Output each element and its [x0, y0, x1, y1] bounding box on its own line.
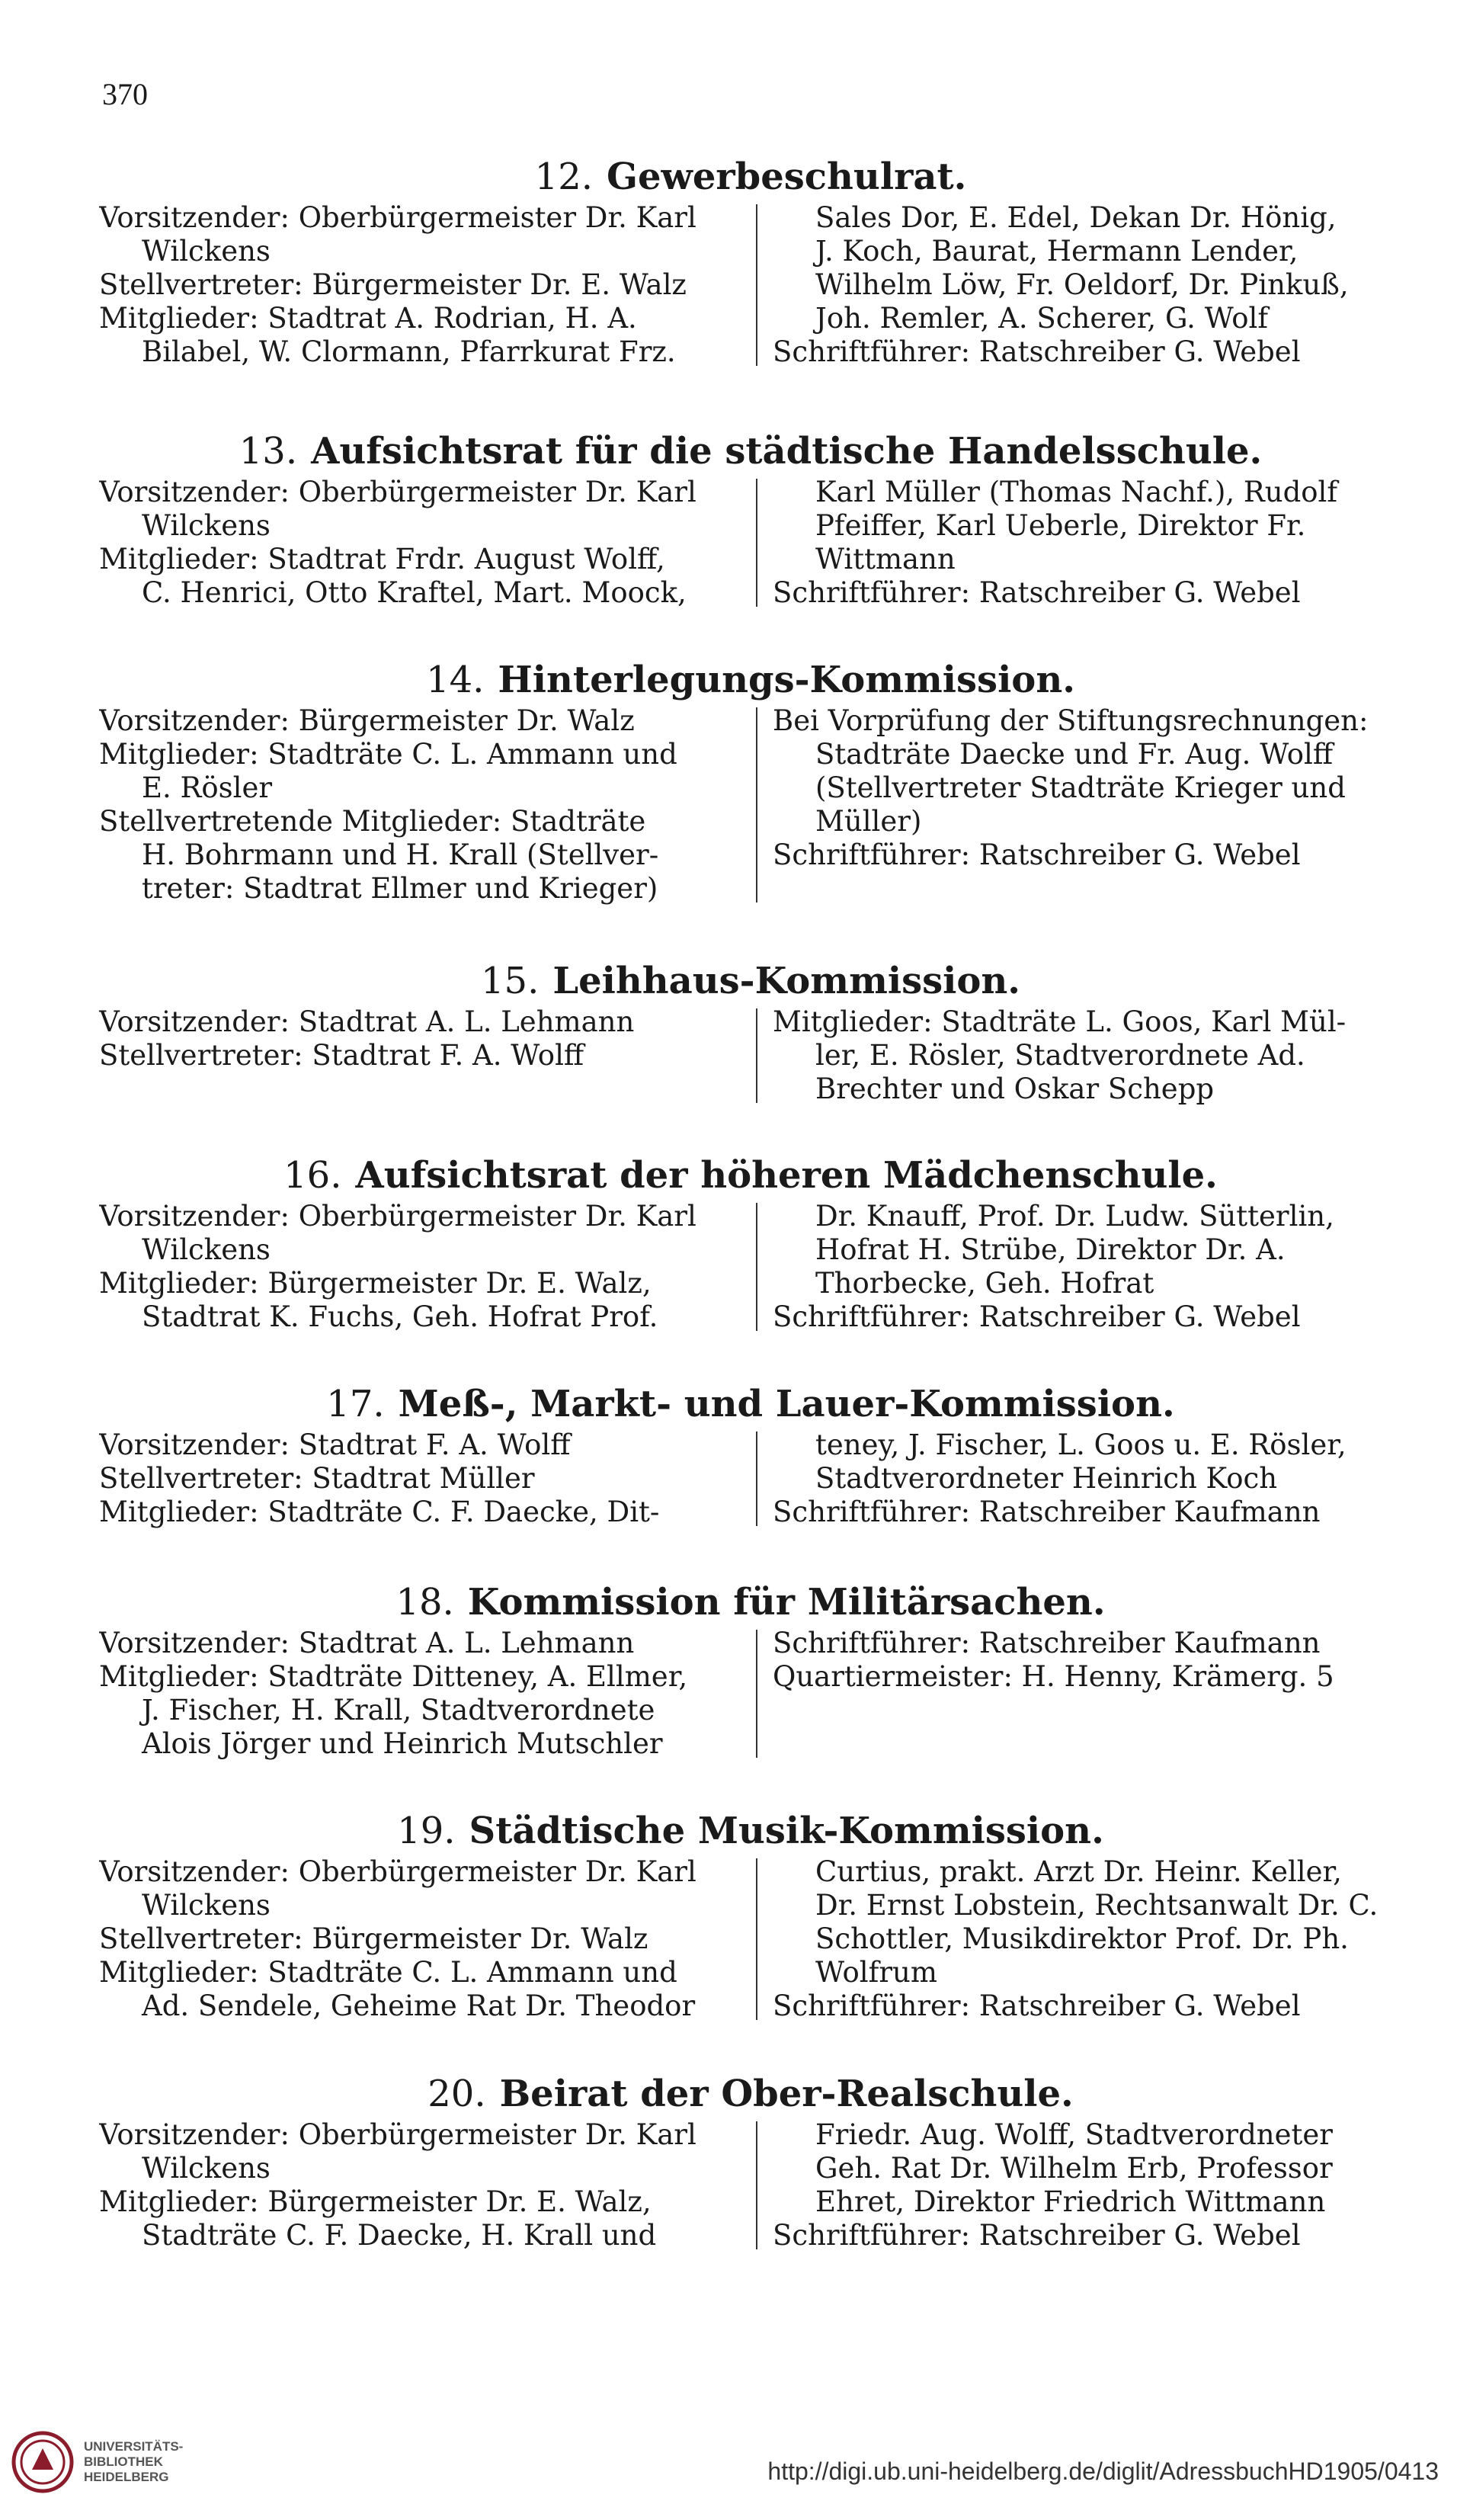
entry-line: H. Bohrmann und H. Krall (Stellver-: [142, 838, 659, 871]
section-columns: [99, 1200, 1402, 1334]
section-heading: [99, 656, 1402, 704]
entry-line: Schriftführer: Ratschreiber G. Webel: [773, 335, 1301, 368]
right-column: [756, 476, 1402, 610]
section-title: Aufsichtsrat für die städtische Handelsschule.: [311, 430, 1263, 473]
entry-line: Vorsitzender: Oberbürgermeister Dr. Karl: [99, 201, 696, 234]
section-heading: [99, 427, 1402, 476]
entry-line: Mitglieder: Bürgermeister Dr. E. Walz,: [99, 2185, 652, 2218]
left-column: [99, 1005, 756, 1106]
entry-line: Quartiermeister: H. Henny, Krämerg. 5: [773, 1660, 1334, 1693]
right-column: [756, 1627, 1402, 1761]
section-title: Kommission für Militärsachen.: [467, 1581, 1106, 1624]
left-column: [99, 704, 756, 906]
section-number: 19.: [397, 1810, 456, 1852]
entry-line: Dr. Ernst Lobstein, Rechtsanwalt Dr. C.: [815, 1889, 1379, 1922]
left-column: [99, 1428, 756, 1529]
entry-line: Vorsitzender: Stadtrat A. L. Lehmann: [99, 1627, 635, 1659]
entry-line: Vorsitzender: Stadtrat F. A. Wolff: [99, 1428, 571, 1461]
section-number: 13.: [239, 430, 298, 473]
section-title: Leihhaus-Kommission.: [552, 960, 1020, 1002]
entry-line: Vorsitzender: Stadtrat A. L. Lehmann: [99, 1005, 635, 1038]
right-column: [756, 1200, 1402, 1334]
page-number: 370: [102, 77, 148, 111]
entry-line: Mitglieder: Stadtrat A. Rodrian, H. A.: [99, 302, 637, 335]
section: [99, 152, 1402, 369]
section-heading: [99, 1151, 1402, 1200]
entry-line: J. Koch, Baurat, Hermann Lender,: [815, 235, 1298, 268]
section-number: 16.: [283, 1154, 342, 1197]
entry-line: Joh. Remler, A. Scherer, G. Wolf: [815, 302, 1269, 335]
entry-line: Mitglieder: Stadträte C. L. Ammann und: [99, 738, 677, 771]
entry-line: Stadtrat K. Fuchs, Geh. Hofrat Prof.: [142, 1300, 658, 1333]
section-number: 15.: [480, 960, 540, 1002]
entry-line: Stellvertreter: Bürgermeister Dr. E. Walz: [99, 268, 687, 301]
section-columns: [99, 201, 1402, 369]
section-title: Beirat der Ober-Realschule.: [499, 2073, 1074, 2115]
entry-line: Brechter und Oskar Schepp: [815, 1072, 1215, 1105]
entry-line: Mitglieder: Stadträte L. Goos, Karl Mül-: [773, 1005, 1347, 1038]
entry-line: Mitglieder: Stadtrat Frdr. August Wolff,: [99, 543, 665, 575]
left-column: [99, 1200, 756, 1334]
entry-line: Vorsitzender: Oberbürgermeister Dr. Karl: [99, 1855, 696, 1888]
section-columns: [99, 1428, 1402, 1529]
entry-line: Schriftführer: Ratschreiber Kaufmann: [773, 1496, 1321, 1528]
entry-line: Stellvertretende Mitglieder: Stadträte: [99, 805, 646, 838]
section-heading: [99, 1807, 1402, 1855]
right-column: [756, 704, 1402, 906]
entry-line: Sales Dor, E. Edel, Dekan Dr. Hönig,: [815, 201, 1337, 234]
entry-line: Vorsitzender: Oberbürgermeister Dr. Karl: [99, 476, 696, 508]
source-url[interactable]: http://digi.ub.uni-heidelberg.de/diglit/AdressbuchHD1905/0413: [767, 2457, 1439, 2485]
entry-line: Stellvertreter: Bürgermeister Dr. Walz: [99, 1922, 648, 1955]
section-columns: [99, 704, 1402, 906]
entry-line: Wilckens: [142, 235, 271, 268]
section-heading: [99, 2070, 1402, 2118]
logo-text-line1: UNIVERSITÄTS-: [84, 2439, 184, 2454]
left-column: [99, 1627, 756, 1761]
entry-line: Vorsitzender: Bürgermeister Dr. Walz: [99, 704, 635, 737]
section-heading: [99, 152, 1402, 201]
section-columns: [99, 1855, 1402, 2023]
left-column: [99, 476, 756, 610]
entry-line: Mitglieder: Stadträte C. F. Daecke, Dit-: [99, 1496, 660, 1528]
right-column: [756, 1428, 1402, 1529]
right-column: [756, 2118, 1402, 2252]
logo-text-line3: HEIDELBERG: [84, 2470, 169, 2484]
entry-line: Schriftführer: Ratschreiber G. Webel: [773, 2219, 1301, 2252]
entry-line: Bei Vorprüfung der Stiftungsrechnungen:: [773, 704, 1369, 737]
entry-line: Friedr. Aug. Wolff, Stadtverordneter: [815, 2118, 1333, 2151]
section-columns: [99, 476, 1402, 610]
logo-text-line2: BIBLIOTHEK: [84, 2454, 163, 2469]
entry-line: Bilabel, W. Clormann, Pfarrkurat Frz.: [142, 335, 676, 368]
entry-line: Schriftführer: Ratschreiber G. Webel: [773, 1989, 1301, 2022]
section: [99, 1151, 1402, 1334]
right-column: [756, 1855, 1402, 2023]
entry-line: Vorsitzender: Oberbürgermeister Dr. Karl: [99, 1200, 696, 1233]
section-number: 12.: [534, 155, 593, 198]
section-columns: [99, 1627, 1402, 1761]
right-column: [756, 1005, 1402, 1106]
section: [99, 1380, 1402, 1529]
entry-line: Wilckens: [142, 1889, 271, 1922]
entry-line: Wilckens: [142, 509, 271, 542]
entry-line: Ehret, Direktor Friedrich Wittmann: [815, 2185, 1326, 2218]
entry-line: Müller): [815, 805, 922, 838]
left-column: [99, 201, 756, 369]
section-heading: [99, 957, 1402, 1005]
entry-line: E. Rösler: [142, 771, 273, 804]
entry-line: Stellvertreter: Stadtrat Müller: [99, 1462, 535, 1495]
entry-line: Pfeiffer, Karl Ueberle, Direktor Fr.: [815, 509, 1306, 542]
section: [99, 2070, 1402, 2252]
entry-line: Stadträte Daecke und Fr. Aug. Wolff: [815, 738, 1334, 771]
entry-line: Schottler, Musikdirektor Prof. Dr. Ph.: [815, 1922, 1349, 1955]
entry-line: treter: Stadtrat Ellmer und Krieger): [142, 872, 658, 905]
entry-line: Wolfrum: [815, 1956, 937, 1989]
entry-line: Hofrat H. Strübe, Direktor Dr. A.: [815, 1233, 1286, 1266]
section: [99, 656, 1402, 906]
entry-line: Karl Müller (Thomas Nachf.), Rudolf: [815, 476, 1338, 508]
entry-line: teney, J. Fischer, L. Goos u. E. Rösler,: [815, 1428, 1347, 1461]
section-number: 14.: [426, 659, 485, 701]
section-title: Meß-, Markt- und Lauer-Kommission.: [398, 1383, 1175, 1425]
section-heading: [99, 1380, 1402, 1428]
section-heading: [99, 1578, 1402, 1627]
section: [99, 1807, 1402, 2023]
entry-line: Thorbecke, Geh. Hofrat: [815, 1267, 1154, 1300]
entry-line: Mitglieder: Bürgermeister Dr. E. Walz,: [99, 1267, 652, 1300]
entry-line: Schriftführer: Ratschreiber G. Webel: [773, 1300, 1301, 1333]
entry-line: J. Fischer, H. Krall, Stadtverordnete: [142, 1694, 655, 1726]
section-title: Aufsichtsrat der höheren Mädchenschule.: [355, 1154, 1218, 1197]
entry-line: Alois Jörger und Heinrich Mutschler: [142, 1727, 663, 1760]
section: [99, 957, 1402, 1106]
entry-line: Stadtverordneter Heinrich Koch: [815, 1462, 1278, 1495]
entry-line: Wilhelm Löw, Fr. Oeldorf, Dr. Pinkuß,: [815, 268, 1349, 301]
entry-line: Stadträte C. F. Daecke, H. Krall und: [142, 2219, 657, 2252]
entry-line: Stellvertreter: Stadtrat F. A. Wolff: [99, 1039, 584, 1072]
entry-line: Vorsitzender: Oberbürgermeister Dr. Karl: [99, 2118, 696, 2151]
entry-line: Dr. Knauff, Prof. Dr. Ludw. Sütterlin,: [815, 1200, 1334, 1233]
entry-line: Mitglieder: Stadträte Ditteney, A. Ellmer,: [99, 1660, 688, 1693]
entry-line: Curtius, prakt. Arzt Dr. Heinr. Keller,: [815, 1855, 1342, 1888]
section: [99, 427, 1402, 610]
entry-line: Schriftführer: Ratschreiber G. Webel: [773, 838, 1301, 871]
left-column: [99, 2118, 756, 2252]
left-column: [99, 1855, 756, 2023]
entry-line: Ad. Sendele, Geheime Rat Dr. Theodor: [142, 1989, 696, 2022]
section-columns: [99, 2118, 1402, 2252]
section-title: Städtische Musik-Kommission.: [469, 1810, 1104, 1852]
section-number: 17.: [326, 1383, 385, 1425]
section-number: 18.: [395, 1581, 454, 1624]
entry-line: C. Henrici, Otto Kraftel, Mart. Moock,: [142, 576, 687, 609]
university-seal-icon: [11, 2430, 75, 2494]
entry-line: Wilckens: [142, 2152, 271, 2185]
library-logo[interactable]: [11, 2430, 183, 2494]
section: [99, 1578, 1402, 1761]
section-title: Gewerbeschulrat.: [607, 155, 967, 198]
entry-line: Geh. Rat Dr. Wilhelm Erb, Professor: [815, 2152, 1333, 2185]
entry-line: Wilckens: [142, 1233, 271, 1266]
section-columns: [99, 1005, 1402, 1106]
entry-line: Schriftführer: Ratschreiber Kaufmann: [773, 1627, 1321, 1659]
right-column: [756, 201, 1402, 369]
section-title: Hinterlegungs-Kommission.: [498, 659, 1075, 701]
entry-line: Schriftführer: Ratschreiber G. Webel: [773, 576, 1301, 609]
section-number: 20.: [427, 2073, 486, 2115]
entry-line: Wittmann: [815, 543, 956, 575]
entry-line: (Stellvertreter Stadträte Krieger und: [815, 771, 1346, 804]
entry-line: Mitglieder: Stadträte C. L. Ammann und: [99, 1956, 677, 1989]
entry-line: ler, E. Rösler, Stadtverordnete Ad.: [815, 1039, 1305, 1072]
